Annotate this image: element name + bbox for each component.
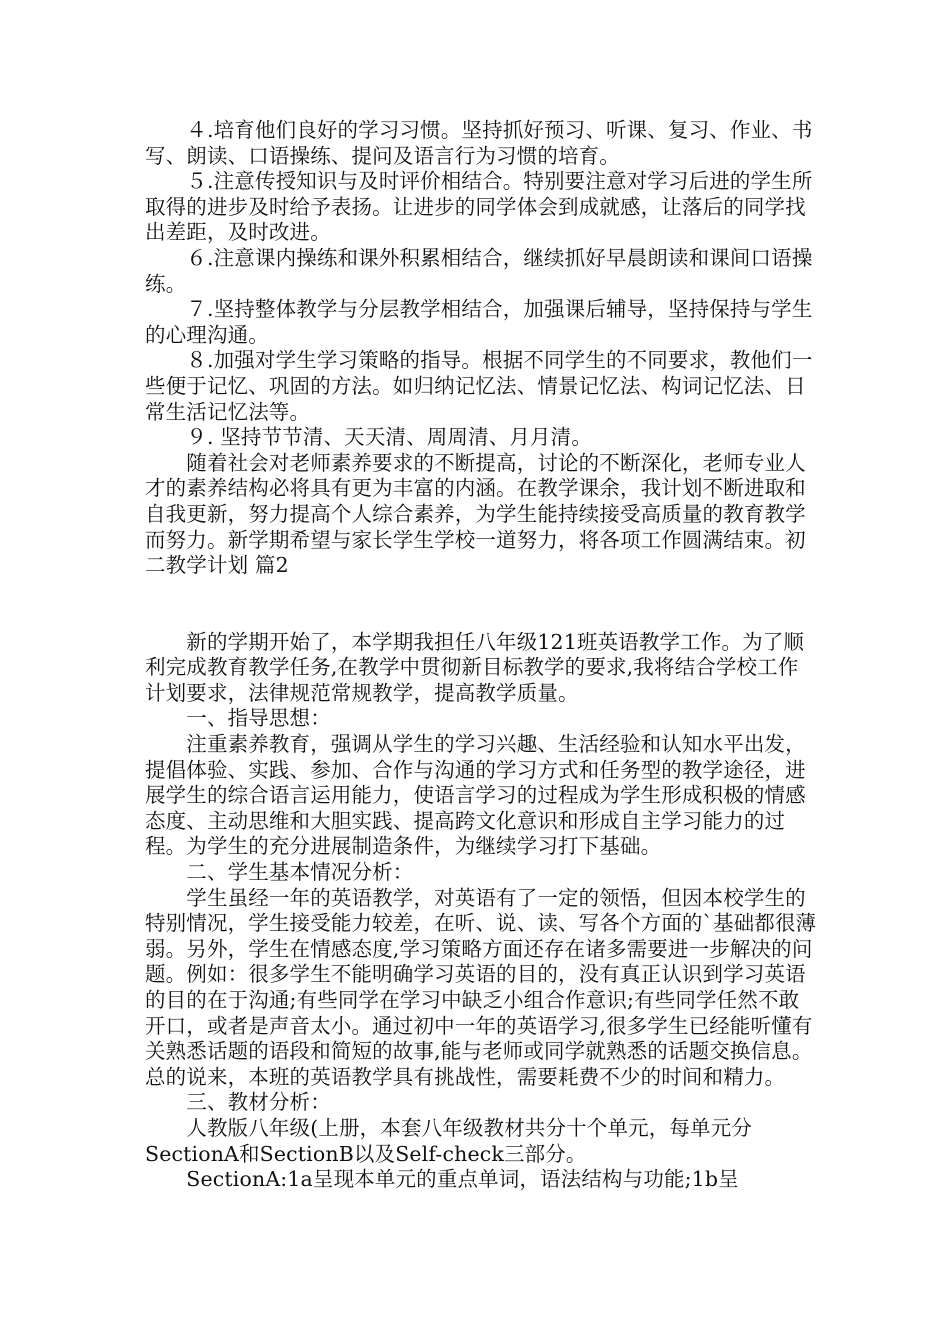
section-heading-textbook-analysis: 三、教材分析：	[145, 1090, 331, 1115]
paragraph-intro: 新的学期开始了，本学期我担任八年级121班英语教学工作。为了顺利完成教育教学任务,在教学中贯彻新目标教学的要求,我将结合学校工作计划要求，法律规范常规教学，提高教学质量。	[145, 629, 805, 705]
paragraph-textbook-analysis: 人教版八年级(上册，本套八年级教材共分十个单元，每单元分SectionA和SectionB以及Self-check三部分。	[145, 1115, 752, 1166]
section-gap	[145, 579, 817, 630]
paragraph-student-analysis: 学生虽经一年的英语教学，对英语有了一定的领悟，但因本校学生的特别情况，学生接受能力较差，在听、说、读、写各个方面的`基础都很薄弱。另外，学生在情感态度,学习策略方面还存在诸多需要进一步解决的问题。例如：很多学生不能明确学习英语的目的，没有真正认识到学习英语的目的在于沟通;有些同学在学习中缺乏小组合作意识;有些同学任然不敢开口，或者是声音太小。通过初中一年的英语学习,很多学生已经能听懂有关熟悉话题的语段和简短的故事,能与老师或同学就熟悉的话题交换信息。总的说来，本班的英语教学具有挑战性，需要耗费不少的时间和精力。	[145, 885, 817, 1089]
paragraph-item-5: ５.注意传授知识与及时评价相结合。特别要注意对学习后进的学生所取得的进步及时给予表扬。让进步的同学体会到成就感，让落后的同学找出差距，及时改进。	[145, 169, 813, 245]
paragraph-guiding-thought: 注重素养教育，强调从学生的学习兴趣、生活经验和认知水平出发，提倡体验、实践、参加、合作与沟通的学习方式和任务型的教学途径，进展学生的综合语言运用能力，使语言学习的过程成为学生形成积极的情感态度、主动思维和大胆实践、提高跨文化意识和形成自主学习能力的过程。为学生的充分进展制造条件，为继续学习打下基础。	[145, 732, 806, 859]
paragraph-item-8: ８.加强对学生学习策略的指导。根据不同学生的不同要求，教他们一些便于记忆、巩固的方法。如归纳记忆法、情景记忆法、构词记忆法、日常生活记忆法等。	[145, 348, 813, 424]
paragraph-item-4: ４.培育他们良好的学习习惯。坚持抓好预习、听课、复习、作业、书写、朗读、口语操练、提问及语言行为习惯的培育。	[145, 118, 813, 168]
paragraph-item-7: ７.坚持整体教学与分层教学相结合，加强课后辅导，坚持保持与学生的心理沟通。	[145, 297, 813, 347]
paragraph-item-9: ９. 坚持节节清、天天清、周周清、月月清。	[145, 425, 592, 450]
section-heading-student-analysis: 二、学生基本情况分析：	[145, 860, 414, 885]
section-heading-guiding-thought: 一、指导思想：	[145, 706, 331, 731]
document-page	[145, 118, 817, 1193]
paragraph-item-6: ６.注意课内操练和课外积累相结合，继续抓好早晨朗读和课间口语操练。	[145, 245, 813, 296]
paragraph-section-a: SectionA:1a呈现本单元的重点单词，语法结构与功能;1b呈	[145, 1167, 739, 1192]
paragraph-closing: 随着社会对老师素养要求的不断提高，讨论的不断深化，老师专业人才的素养结构必将具有更为丰富的内涵。在教学课余，我计划不断进取和自我更新，努力提高个人综合素养，为学生能持续接受高质量的教育教学而努力。新学期希望与家长学生学校一道努力，将各项工作圆满结束。初二教学计划 篇2	[145, 450, 806, 578]
